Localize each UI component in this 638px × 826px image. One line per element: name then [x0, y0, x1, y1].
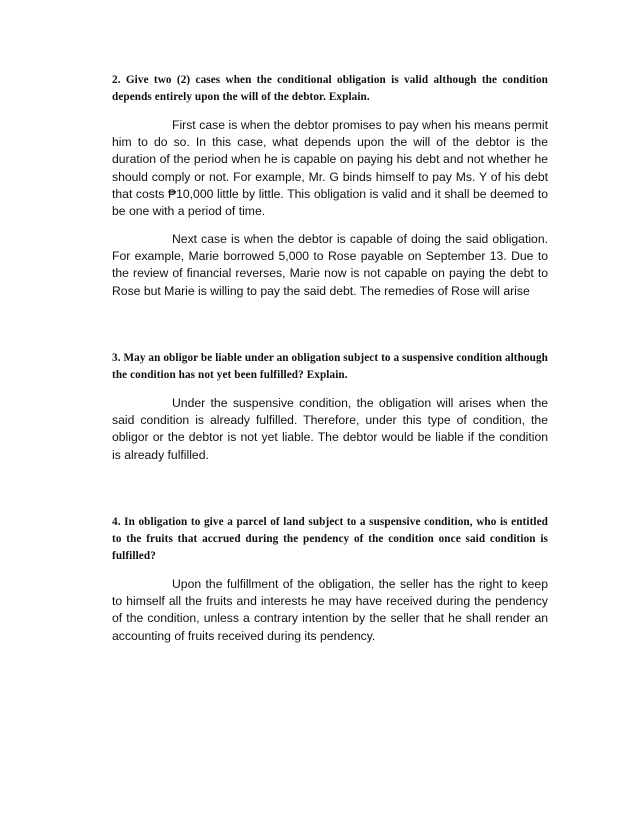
question-3-heading: 3. May an obligor be liable under an obligation subject to a suspensive condition although the condition has not yet been fulfilled? Explain. [112, 352, 548, 381]
question-4-heading: 4. In obligation to give a parcel of land subject to a suspensive condition, who is entitled to the fruits that accrued during the pendency of the condition once said condition is fulfilled? [112, 516, 548, 562]
question-2-heading: 2. Give two (2) cases when the conditional obligation is valid although the condition depends entirely upon the will of the debtor. Explain. [112, 74, 548, 103]
question-2-answer-paragraph-2: Next case is when the debtor is capable of doing the said obligation. For example, Marie borrowed 5,000 to Rose payable on September 13. Due to the review of financial reverses, Marie now is not capable on paying the debt to Rose but Marie is willing to pay the said debt. The remedies of Rose will arise [112, 232, 548, 298]
question-2-answer-paragraph-1: First case is when the debtor promises to pay when his means permit him to do so. In this case, what depends upon the will of the debtor is the duration of the period when he is capable on paying his debt and not whether he should comply or not. For example, Mr. G binds himself to pay Ms. Y of his debt that costs ₱10,000 little by little. This obligation is valid and it shall be deemed to be one with a period of time. [112, 118, 548, 219]
question-4-answer-paragraph-1: Upon the fulfillment of the obligation, the seller has the right to keep to himself all the fruits and interests he may have received during the pendency of the condition, unless a contrary intention by the seller that he shall render an accounting of fruits received during its pendency. [112, 577, 548, 643]
question-3-answer-paragraph-1: Under the suspensive condition, the obligation will arises when the said condition is already fulfilled. Therefore, under this type of condition, the obligor or the debtor is not yet liable. The debtor would be liable if the condition is already fulfilled. [112, 396, 548, 462]
